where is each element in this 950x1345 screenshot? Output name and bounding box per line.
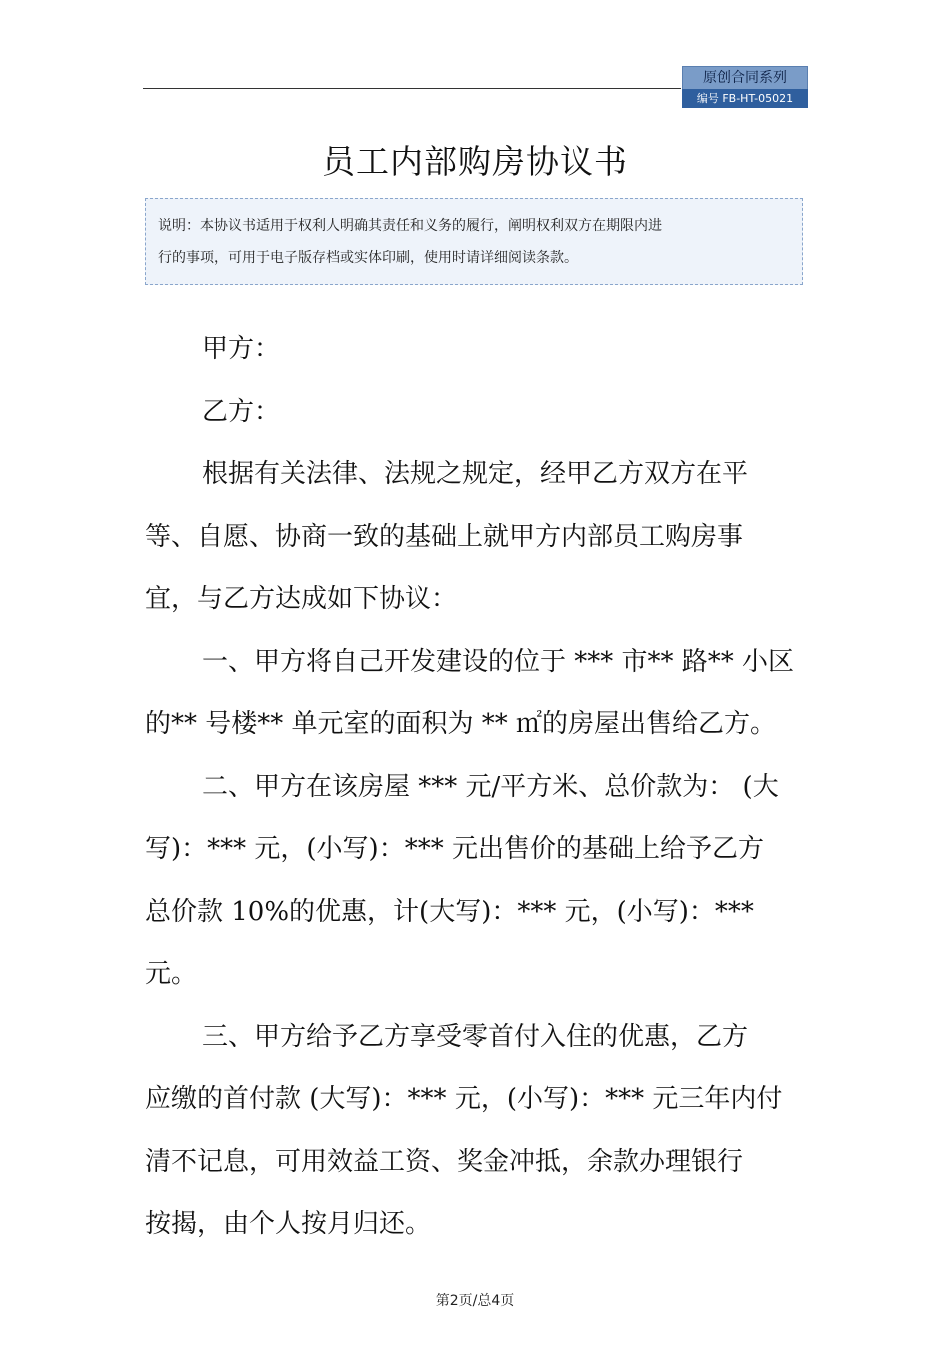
clause-3-line-1: 三、甲方给予乙方享受零首付入住的优惠，乙方 xyxy=(202,1021,749,1052)
intro-line-2: 等、自愿、协商一致的基础上就甲方内部员工购房事 xyxy=(145,521,744,552)
clause-2-line-2: 写)：*** 元，(小写)：*** 元出售价的基础上给予乙方 xyxy=(145,834,764,864)
usage-note-line-1: 说明：本协议书适用于权利人明确其责任和义务的履行，阐明权利双方在期限内进 xyxy=(158,218,662,234)
agreement-body xyxy=(145,318,805,1256)
usage-note-box xyxy=(145,198,803,285)
party-b-line: 乙方： xyxy=(202,396,281,427)
series-label: 原创合同系列 xyxy=(682,66,808,90)
usage-note-line-2: 行的事项，可用于电子版存档或实体印刷，使用时请详细阅读条款。 xyxy=(158,250,578,266)
document-title: 员工内部购房协议书 xyxy=(322,142,628,181)
clause-1-line-1: 一、甲方将自己开发建设的位于 *** 市** 路** 小区 xyxy=(202,646,795,677)
document-code: 编号 FB-HT-05021 xyxy=(682,89,808,108)
clause-2-line-3: 总价款 10%的优惠，计(大写)：*** 元，(小写)：*** 元。 xyxy=(145,896,754,989)
party-a-line: 甲方： xyxy=(202,334,281,364)
intro-line-3: 宜，与乙方达成如下协议： xyxy=(145,584,458,614)
intro-line-1: 根据有关法律、法规之规定，经甲乙方双方在平 xyxy=(202,459,749,489)
clause-3-line-4: 按揭，由个人按月归还。 xyxy=(145,1209,432,1239)
clause-3-line-2: 应缴的首付款 (大写)：*** 元，(小写)：*** 元三年内付 xyxy=(145,1084,783,1114)
clause-3-line-3: 清不记息，可用效益工资、奖金冲抵，余款办理银行 xyxy=(145,1146,744,1177)
clause-2-line-1: 二、甲方在该房屋 *** 元/平方米、总价款为： (大 xyxy=(202,771,779,802)
clause-1-line-2: 的** 号楼** 单元室的面积为 ** ㎡的房屋出售给乙方。 xyxy=(145,709,777,739)
page-indicator: 第2页/总4页 xyxy=(435,1293,515,1309)
header-rule xyxy=(143,88,681,89)
